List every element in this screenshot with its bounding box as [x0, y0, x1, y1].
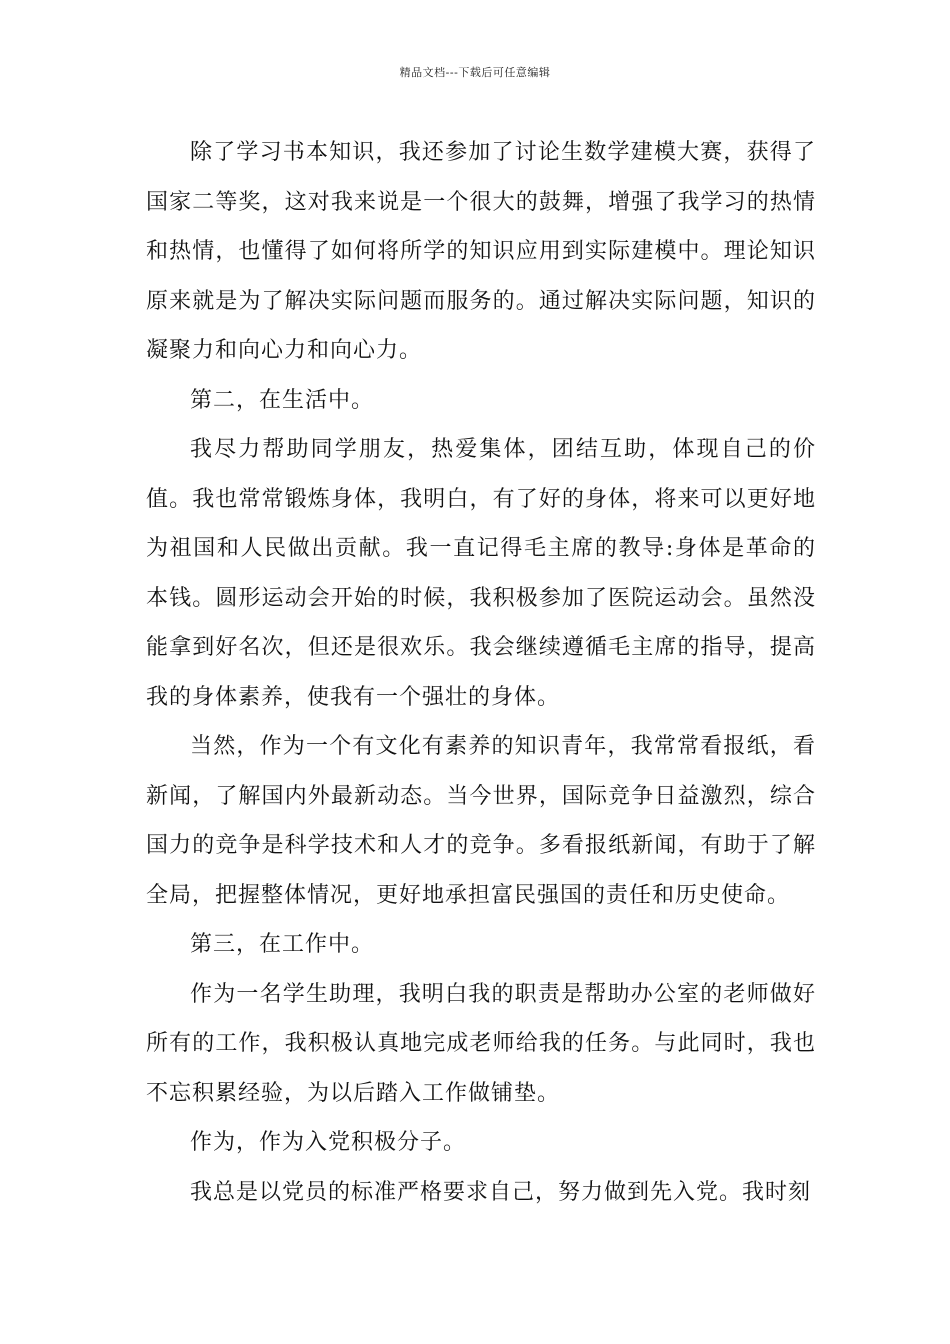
document-body	[146, 128, 816, 1217]
section-heading-party: 作为，作为入党积极分子。	[190, 1130, 467, 1155]
paragraph-work: 作为一名学生助理，我明白我的职责是帮助办公室的老师做好所有的工作，我积极认真地完成老师给我的任务。与此同时，我也不忘积累经验，为以后踏入工作做铺垫。	[146, 981, 816, 1106]
paragraph-modeling-contest: 除了学习书本知识，我还参加了讨论生数学建模大赛，获得了国家二等奖，这对我来说是一个很大的鼓舞，增强了我学习的热情和热情，也懂得了如何将所学的知识应用到实际建模中。理论知识原来就是为了解决实际问题而服务的。通过解决实际问题，知识的凝聚力和向心力和向心力。	[146, 140, 816, 363]
paragraph-life: 我尽力帮助同学朋友，热爱集体，团结互助，体现自己的价值。我也常常锻炼身体，我明白，有了好的身体，将来可以更好地为祖国和人民做出贡献。我一直记得毛主席的教导:身体是革命的本钱。圆形运动会开始的时候，我积极参加了医院运动会。虽然没能拿到好名次，但还是很欢乐。我会继续遵循毛主席的指导，提高我的身体素养，使我有一个强壮的身体。	[146, 437, 816, 710]
paragraph-news: 当然，作为一个有文化有素养的知识青年，我常常看报纸，看新闻，了解国内外最新动态。当今世界，国际竞争日益激烈，综合国力的竞争是科学技术和人才的竞争。多看报纸新闻，有助于了解全局，把握整体情况，更好地承担富民强国的责任和历史使命。	[146, 734, 816, 908]
section-heading-life: 第二，在生活中。	[190, 387, 375, 413]
page-header: 精品文档---下载后可任意编辑	[399, 66, 551, 79]
paragraph-party: 我总是以党员的标准严格要求自己，努力做到先入党。我时刻	[190, 1179, 812, 1205]
section-heading-work: 第三，在工作中。	[190, 932, 375, 957]
